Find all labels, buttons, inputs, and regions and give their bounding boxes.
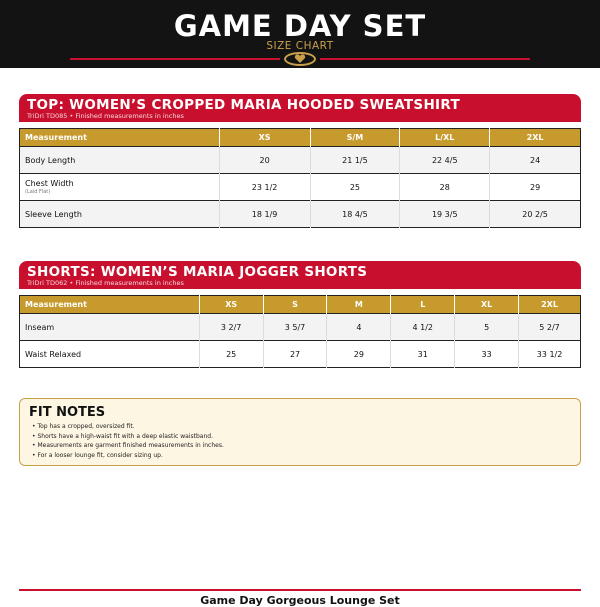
size-value-cell: 25 xyxy=(310,174,400,201)
fit-notes-list xyxy=(32,422,224,460)
measurement-label: Waist Relaxed xyxy=(25,349,82,359)
measurement-label: Chest Width xyxy=(25,179,74,188)
measurement-label-cell xyxy=(20,147,220,174)
measurement-label-cell xyxy=(20,314,200,341)
size-value-cell: 5 2/7 xyxy=(519,314,581,341)
size-value-cell: 24 xyxy=(490,147,581,174)
table-row xyxy=(20,341,581,368)
size-value-cell: 21 1/5 xyxy=(310,147,400,174)
size-value-cell: 25 xyxy=(199,341,263,368)
header-divider-right xyxy=(320,58,530,60)
shorts-size-table xyxy=(19,295,581,368)
size-value-cell: 29 xyxy=(327,341,391,368)
size-value-cell: 33 xyxy=(455,341,519,368)
measurement-label-cell xyxy=(20,174,220,201)
footer-divider xyxy=(19,589,581,591)
shorts-section-title: SHORTS: WOMEN’S MARIA JOGGER SHORTS xyxy=(27,264,368,280)
size-value-cell: 22 4/5 xyxy=(400,147,490,174)
size-value-cell: 31 xyxy=(391,341,455,368)
size-value-cell: 18 4/5 xyxy=(310,201,400,228)
top-size-table xyxy=(19,128,581,228)
table-header-row xyxy=(20,296,581,314)
column-header-measurement: Measurement xyxy=(20,296,200,314)
measurement-label-cell xyxy=(20,341,200,368)
fit-note-item: • Measurements are garment finished measurements in inches. xyxy=(32,441,224,451)
column-header-size: M xyxy=(327,296,391,314)
size-value-cell: 4 1/2 xyxy=(391,314,455,341)
page-title: GAME DAY SET xyxy=(173,9,427,43)
column-header-size: L/XL xyxy=(400,129,490,147)
size-value-cell: 3 5/7 xyxy=(263,314,327,341)
size-value-cell: 29 xyxy=(490,174,581,201)
size-value-cell: 4 xyxy=(327,314,391,341)
shorts-section-subtitle: TriDri TD062 • Finished measurements in inches xyxy=(27,279,184,287)
column-header-measurement: Measurement xyxy=(20,129,220,147)
measurement-label: Body Length xyxy=(25,155,76,165)
column-header-size: S/M xyxy=(310,129,400,147)
measurement-label: Sleeve Length xyxy=(25,209,82,219)
footer-title: Game Day Gorgeous Lounge Set xyxy=(200,594,400,607)
size-value-cell: 23 1/2 xyxy=(219,174,310,201)
column-header-size: L xyxy=(391,296,455,314)
table-row xyxy=(20,147,581,174)
fit-note-item: • Top has a cropped, oversized fit. xyxy=(32,422,224,432)
size-value-cell: 33 1/2 xyxy=(519,341,581,368)
size-value-cell: 5 xyxy=(455,314,519,341)
shorts-section-banner xyxy=(19,261,581,289)
heart-emblem-icon xyxy=(284,52,316,66)
fit-notes-title: FIT NOTES xyxy=(29,405,106,420)
fit-note-item: • For a looser lounge fit, consider sizing up. xyxy=(32,451,224,461)
table-row xyxy=(20,314,581,341)
fit-notes-box xyxy=(19,398,581,466)
column-header-size: XS xyxy=(219,129,310,147)
measurement-label: Inseam xyxy=(25,322,55,332)
column-header-size: 2XL xyxy=(490,129,581,147)
size-value-cell: 18 1/9 xyxy=(219,201,310,228)
size-value-cell: 19 3/5 xyxy=(400,201,490,228)
table-row xyxy=(20,174,581,201)
fit-note-item: • Shorts have a high-waist fit with a deep elastic waistband. xyxy=(32,432,224,442)
column-header-size: XS xyxy=(199,296,263,314)
column-header-size: 2XL xyxy=(519,296,581,314)
size-value-cell: 3 2/7 xyxy=(199,314,263,341)
column-header-size: S xyxy=(263,296,327,314)
top-section-banner xyxy=(19,94,581,122)
top-section-subtitle: TriDri TD085 • Finished measurements in inches xyxy=(27,112,184,120)
page-header xyxy=(0,0,600,68)
table-header-row xyxy=(20,129,581,147)
header-divider-left xyxy=(70,58,280,60)
size-value-cell: 27 xyxy=(263,341,327,368)
table-row xyxy=(20,201,581,228)
top-section-title: TOP: WOMEN’S CROPPED MARIA HOODED SWEATSHIRT xyxy=(27,97,460,113)
size-value-cell: 20 2/5 xyxy=(490,201,581,228)
page-subtitle: SIZE CHART xyxy=(266,40,334,52)
size-value-cell: 28 xyxy=(400,174,490,201)
measurement-label-cell xyxy=(20,201,220,228)
column-header-size: XL xyxy=(455,296,519,314)
size-value-cell: 20 xyxy=(219,147,310,174)
measurement-note: (Laid Flat) xyxy=(25,189,51,195)
